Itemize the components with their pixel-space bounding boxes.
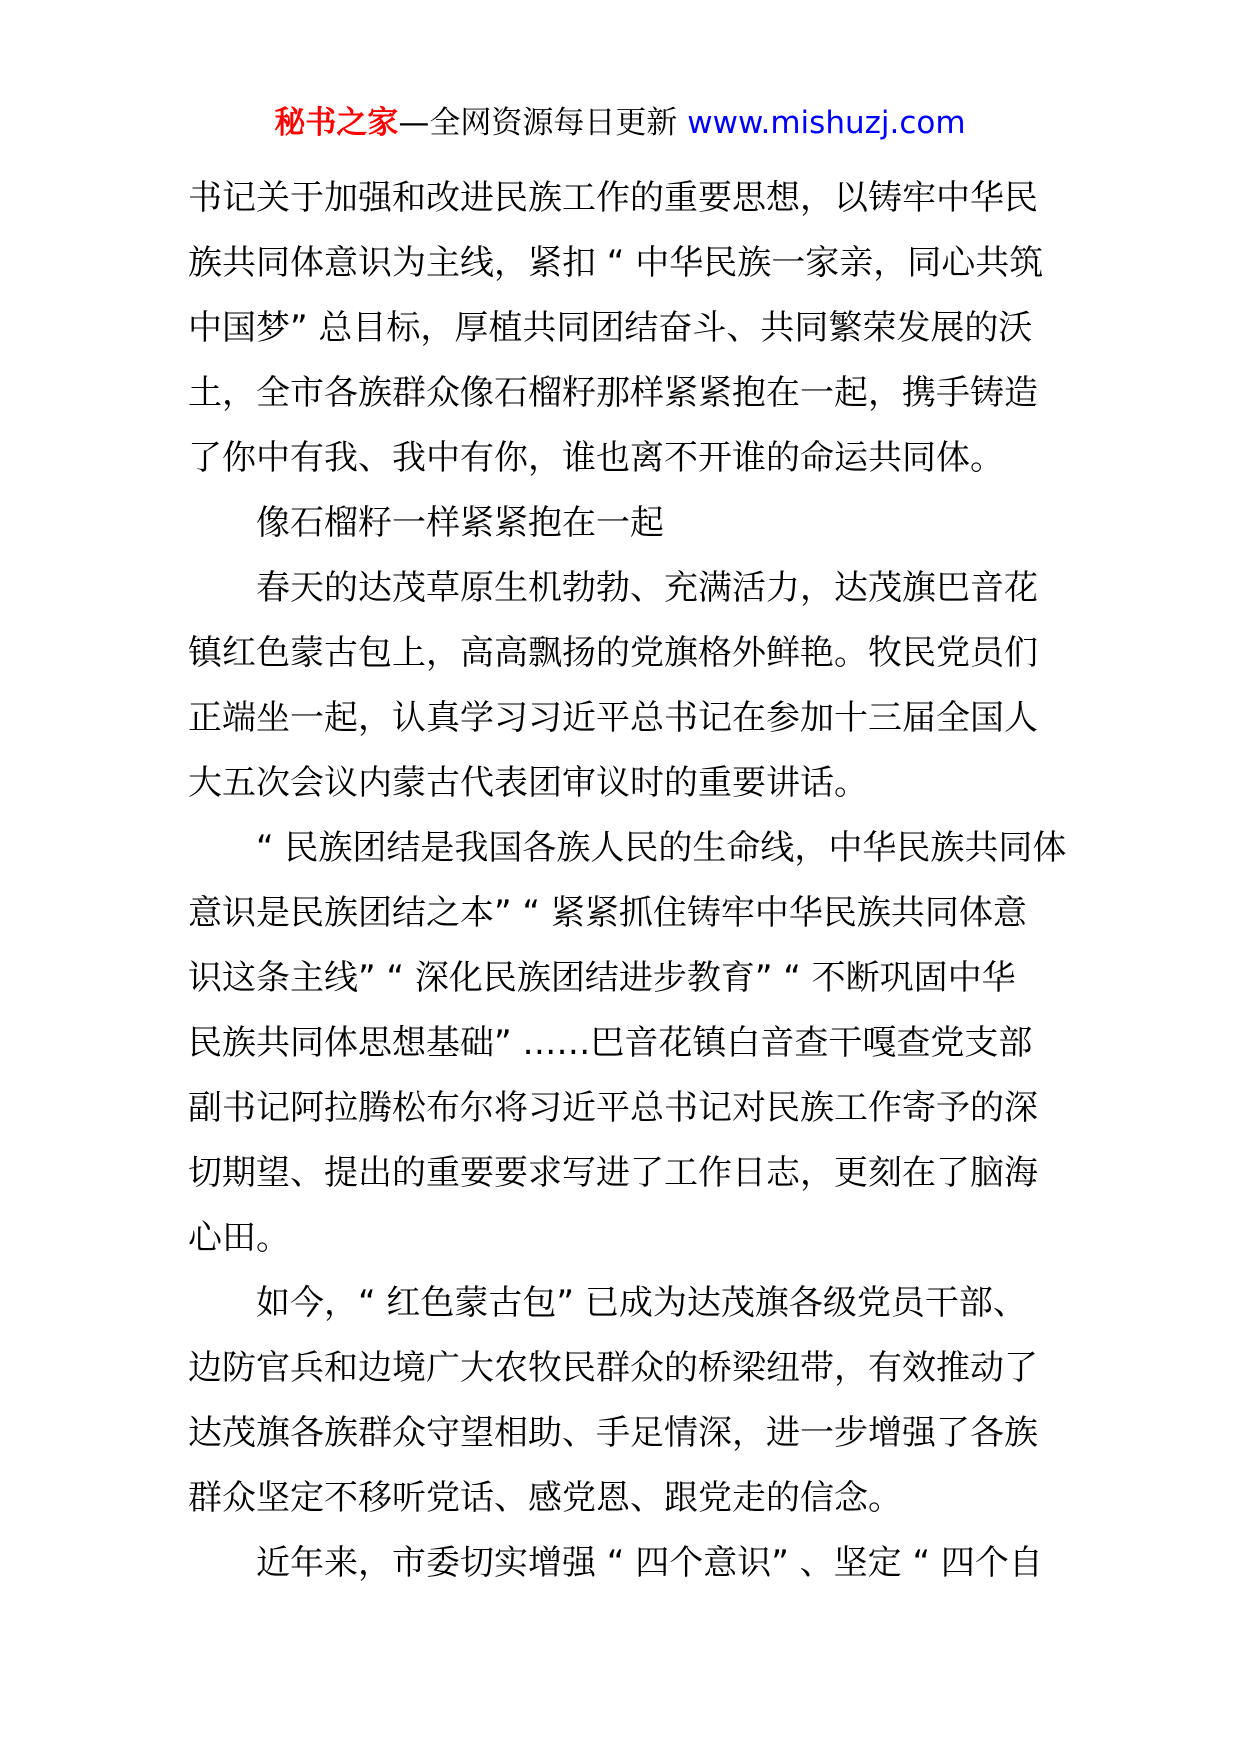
text-line: “ 民族团结是我国各族人民的生命线，中华民族共同体 [256, 828, 1067, 868]
text-line: 如今，“ 红色蒙古包” 已成为达茂旗各级党员干部、 [256, 1283, 1027, 1323]
text-line: 族共同体意识为主线，紧扣 “ 中华民族一家亲，同心共筑 [188, 243, 1044, 283]
text-line: 土，全市各族群众像石榴籽那样紧紧抱在一起，携手铸造 [188, 373, 1038, 413]
text-line: 副书记阿拉腾松布尔将习近平总书记对民族工作寄予的深 [188, 1088, 1038, 1128]
text-line: 正端坐一起，认真学习习近平总书记在参加十三届全国人 [188, 698, 1038, 738]
header-tagline: —全网资源每日更新 [398, 105, 688, 141]
page-header [0, 102, 1240, 144]
header-brand: 秘书之家 [274, 105, 399, 141]
text-line: 意识是民族团结之本” “ 紧紧抓住铸牢中华民族共同体意 [188, 893, 1027, 933]
text-line: 达茂旗各族群众守望相助、手足情深，进一步增强了各族 [188, 1413, 1038, 1453]
text-line: 中国梦” 总目标，厚植共同团结奋斗、共同繁荣发展的沃 [188, 308, 1033, 348]
text-line: 镇红色蒙古包上，高高飘扬的党旗格外鲜艳。牧民党员们 [188, 633, 1038, 673]
text-line: 识这条主线” “ 深化民族团结进步教育” “ 不断巩固中华 [188, 958, 1016, 998]
document-body [188, 166, 1067, 1596]
text-line: 春天的达茂草原生机勃勃、充满活力，达茂旗巴音花 [256, 568, 1038, 608]
header-url-link[interactable]: www.mishuzj.com [687, 105, 966, 141]
text-line: 了你中有我、我中有你，谁也离不开谁的命运共同体。 [188, 438, 1004, 478]
text-line: 切期望、提出的重要要求写进了工作日志，更刻在了脑海 [188, 1153, 1038, 1193]
text-line: 边防官兵和边境广大农牧民群众的桥梁纽带，有效推动了 [188, 1348, 1038, 1388]
text-line: 近年来，市委切实增强 “ 四个意识” 、坚定 “ 四个自 [256, 1543, 1043, 1583]
text-line: 群众坚定不移听党话、感党恩、跟党走的信念。 [188, 1478, 902, 1518]
section-subheading: 像石榴籽一样紧紧抱在一起 [256, 503, 664, 543]
text-line: 心田。 [188, 1218, 290, 1258]
text-line: 大五次会议内蒙古代表团审议时的重要讲话。 [188, 763, 868, 803]
text-line: 民族共同体思想基础” ……巴音花镇白音查干嘎查党支部 [188, 1023, 1033, 1063]
text-line: 书记关于加强和改进民族工作的重要思想，以铸牢中华民 [188, 178, 1038, 218]
